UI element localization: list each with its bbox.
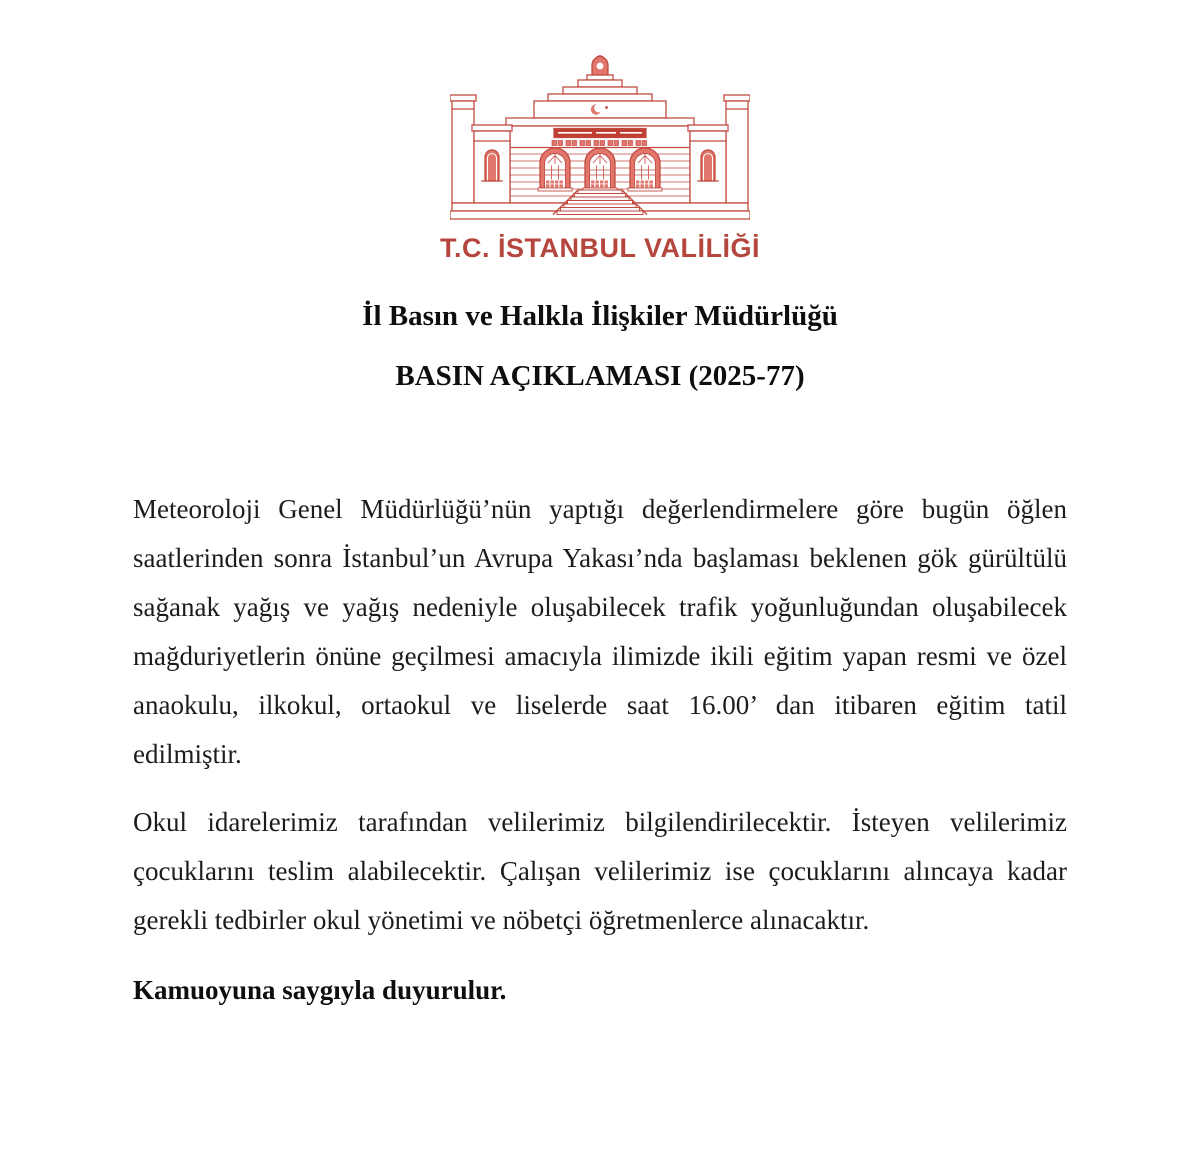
paragraph-line: Meteoroloji Genel Müdürlüğü’nün yaptığı değerlendirmelere göre bugün öğlen <box>133 494 1067 524</box>
doc-header <box>0 296 1200 396</box>
paragraph-1 <box>133 485 1067 779</box>
paragraph-2 <box>133 798 1067 945</box>
org-name: T.C. İSTANBUL VALİLİĞİ <box>440 233 760 263</box>
paragraph-line: edilmiştir. <box>133 739 242 769</box>
paragraph-line: Okul idarelerimiz tarafından velilerimiz bilgilendirilecektir. İsteyen velilerimiz <box>133 807 1067 837</box>
department-title: İl Basın ve Halkla İlişkiler Müdürlüğü <box>362 300 838 332</box>
paragraph-line: saatlerinden sonra İstanbul’un Avrupa Yakası’nda başlaması beklenen gök gürültülü <box>133 543 1067 573</box>
closing-statement: Kamuoyuna saygıyla duyurulur. <box>133 975 507 1005</box>
government-building-icon <box>450 53 750 225</box>
paragraph-line: mağduriyetlerin önüne geçilmesi amacıyla ilimizde ikili eğitim yapan resmi ve özel <box>133 641 1067 671</box>
statement-title: BASIN AÇIKLAMASI (2025-77) <box>395 360 805 392</box>
paragraph-line: çocuklarını teslim alabilecektir. Çalışan velilerimiz ise çocuklarını alıncaya kadar <box>133 856 1067 886</box>
press-release-body <box>133 485 1067 1015</box>
paragraph-line: anaokulu, ilkokul, ortaokul ve liselerde saat 16.00’ dan itibaren eğitim tatil <box>133 690 1067 720</box>
logo <box>0 0 1200 264</box>
paragraph-line: gerekli tedbirler okul yönetimi ve nöbetçi öğretmenlerce alınacaktır. <box>133 905 870 935</box>
paragraph-line: sağanak yağış ve yağış nedeniyle oluşabilecek trafik yoğunluğundan oluşabilecek <box>133 592 1067 622</box>
